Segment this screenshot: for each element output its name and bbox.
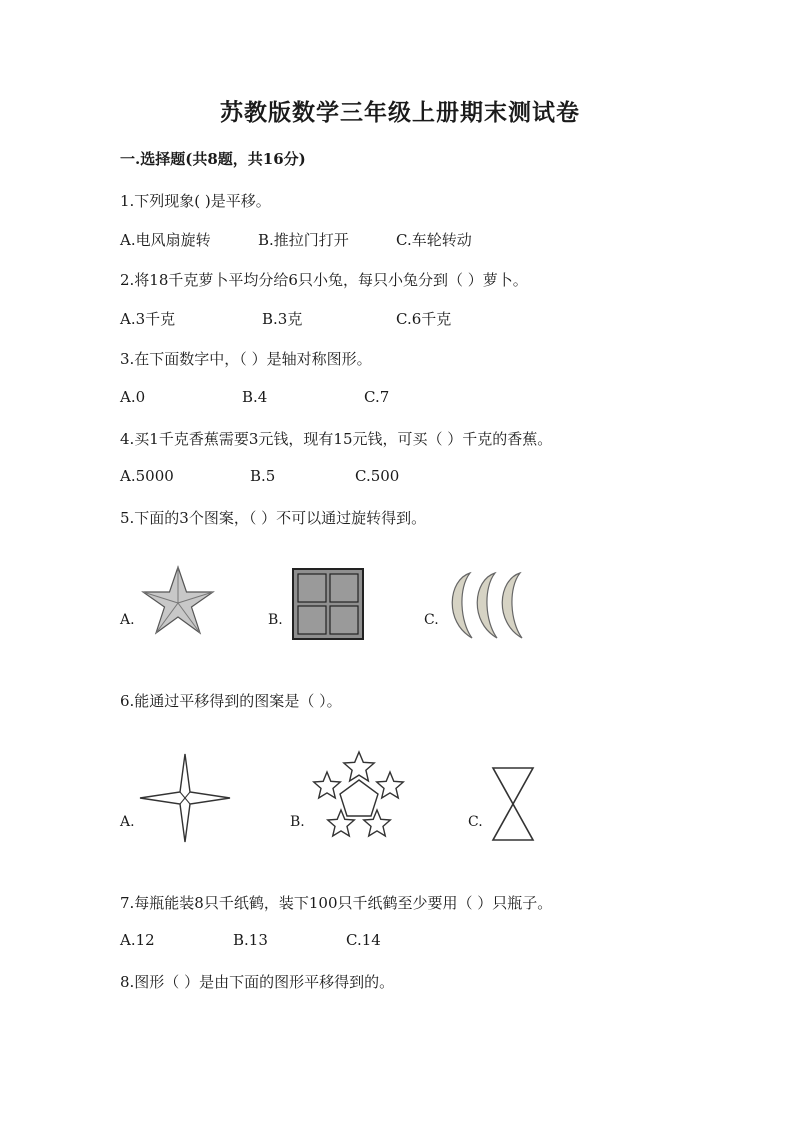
q6-label-c: C.	[468, 814, 483, 830]
question-1: 1.下列现象( )是平移。	[120, 192, 271, 210]
section-heading: 一.选择题(共8题，共16分)	[120, 150, 306, 168]
q6-four-point-star-figure	[138, 752, 232, 844]
question-2: 2.将18千克萝卜平均分给6只小兔，每只小兔分到（ ）萝卜。	[120, 271, 528, 289]
q3-option-b: B.4	[242, 388, 268, 406]
q6-label-b: B.	[290, 814, 305, 830]
q6-label-a: A.	[120, 814, 135, 830]
q7-option-a: A.12	[120, 931, 155, 949]
question-5: 5.下面的3个图案，（ ）不可以通过旋转得到。	[120, 509, 427, 527]
q6-five-stars-figure	[310, 750, 408, 842]
q4-option-a: A.5000	[120, 467, 174, 485]
question-7: 7.每瓶能装8只千纸鹤，装下100只千纸鹤至少要用（ ）只瓶子。	[120, 894, 553, 912]
question-4: 4.买1千克香蕉需要3元钱，现有15元钱，可买（ ）千克的香蕉。	[120, 430, 553, 448]
q5-label-b: B.	[268, 612, 283, 628]
q5-star-figure	[140, 565, 216, 637]
q4-option-b: B.5	[250, 467, 276, 485]
q7-option-b: B.13	[233, 931, 268, 949]
q7-option-c: C.14	[346, 931, 381, 949]
q1-option-c: C.车轮转动	[396, 231, 472, 249]
q1-option-b: B.推拉门打开	[258, 231, 349, 249]
question-6: 6.能通过平移得到的图案是（ ）。	[120, 692, 342, 710]
q6-hourglass-figure	[490, 766, 536, 842]
q2-option-a: A.3千克	[120, 310, 176, 328]
exam-title: 苏教版数学三年级上册期末测试卷	[220, 99, 580, 126]
question-3: 3.在下面数字中，（ ）是轴对称图形。	[120, 350, 372, 368]
q5-label-c: C.	[424, 612, 439, 628]
q5-square-figure	[292, 568, 364, 640]
q2-option-b: B.3克	[262, 310, 303, 328]
q1-option-a: A.电风扇旋转	[120, 231, 211, 249]
q5-label-a: A.	[120, 612, 135, 628]
question-8: 8.图形（ ）是由下面的图形平移得到的。	[120, 973, 395, 991]
q2-option-c: C.6千克	[396, 310, 452, 328]
q4-option-c: C.500	[355, 467, 400, 485]
q3-option-c: C.7	[364, 388, 390, 406]
q3-option-a: A.0	[120, 388, 146, 406]
q5-moons-figure	[446, 572, 526, 640]
